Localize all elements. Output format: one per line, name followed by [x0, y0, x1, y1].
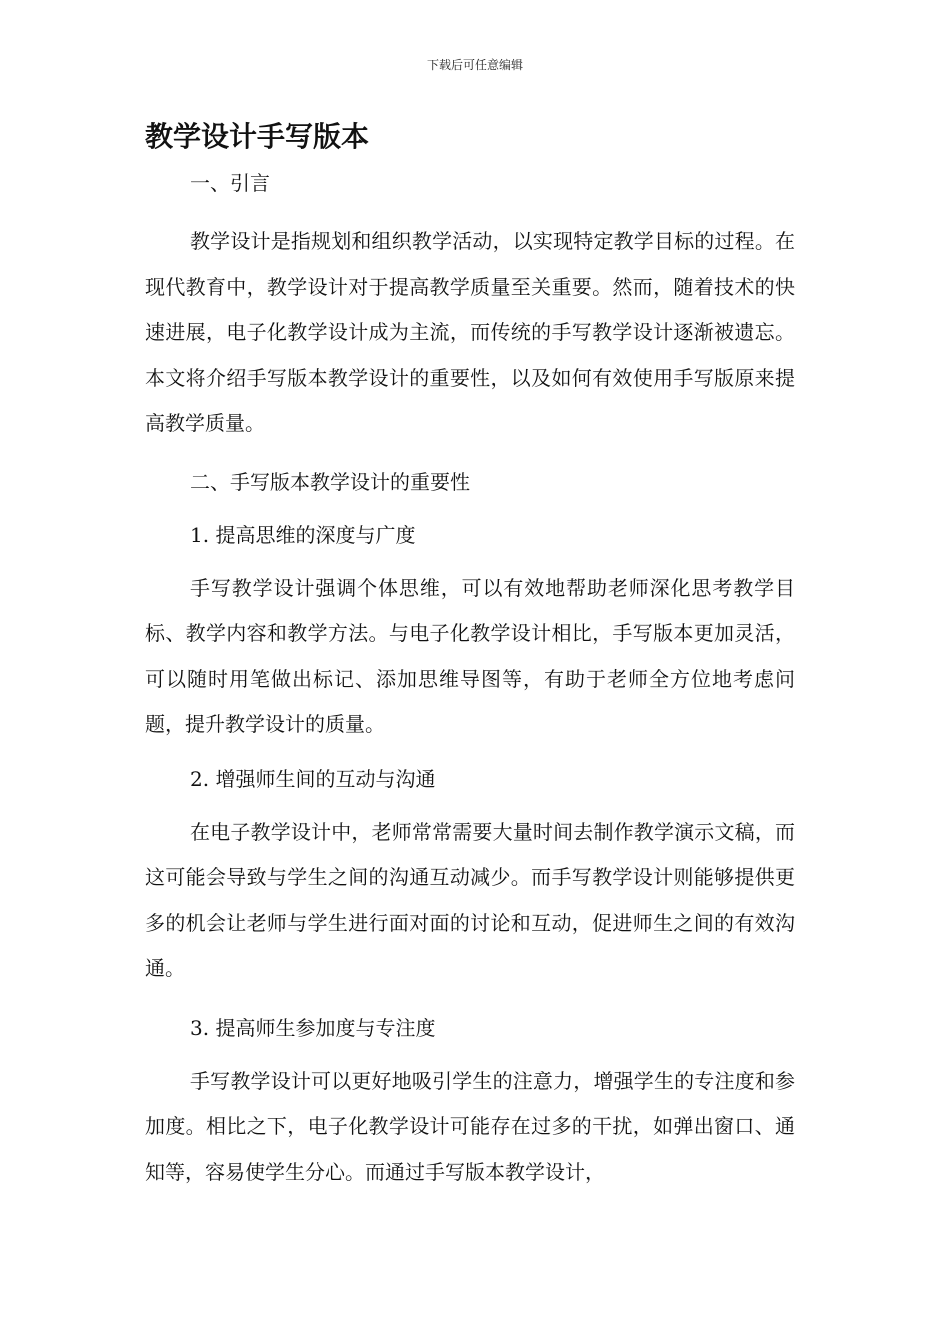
- document-body: [145, 117, 795, 1195]
- section-heading-importance: 二、手写版本教学设计的重要性: [190, 469, 470, 494]
- subheading-participation: 3. 提高师生参加度与专注度: [190, 1015, 436, 1040]
- paragraph-participation: 手写教学设计可以更好地吸引学生的注意力，增强学生的专注度和参加度。相比之下，电子化教学设计可能存在过多的干扰，如弹出窗口、通知等，容易使学生分心。而通过手写版本教学设计，: [145, 1068, 795, 1184]
- page-title: 教学设计手写版本: [145, 120, 370, 153]
- paragraph-thinking-depth: 手写教学设计强调个体思维，可以有效地帮助老师深化思考教学目标、教学内容和教学方法。与电子化教学设计相比，手写版本更加灵活，可以随时用笔做出标记、添加思维导图等，有助于老师全方位地考虑问题，提升教学设计的质量。: [145, 575, 795, 736]
- section-heading-introduction: 一、引言: [190, 171, 270, 195]
- subheading-interaction: 2. 增强师生间的互动与沟通: [190, 766, 436, 791]
- paragraph-introduction: 教学设计是指规划和组织教学活动，以实现特定教学目标的过程。在现代教育中，教学设计对于提高教学质量至关重要。然而，随着技术的快速进展，电子化教学设计成为主流，而传统的手写教学设计逐渐被遗忘。本文将介绍手写版本教学设计的重要性，以及如何有效使用手写版原来提高教学质量。: [145, 229, 795, 435]
- subheading-thinking-depth: 1. 提高思维的深度与广度: [190, 522, 416, 547]
- paragraph-interaction: 在电子教学设计中，老师常常需要大量时间去制作教学演示文稿，而这可能会导致与学生之间的沟通互动减少。而手写教学设计则能够提供更多的机会让老师与学生进行面对面的讨论和互动，促进师生之间的有效沟通。: [145, 819, 795, 980]
- header-note: 下载后可任意编辑: [426, 58, 523, 72]
